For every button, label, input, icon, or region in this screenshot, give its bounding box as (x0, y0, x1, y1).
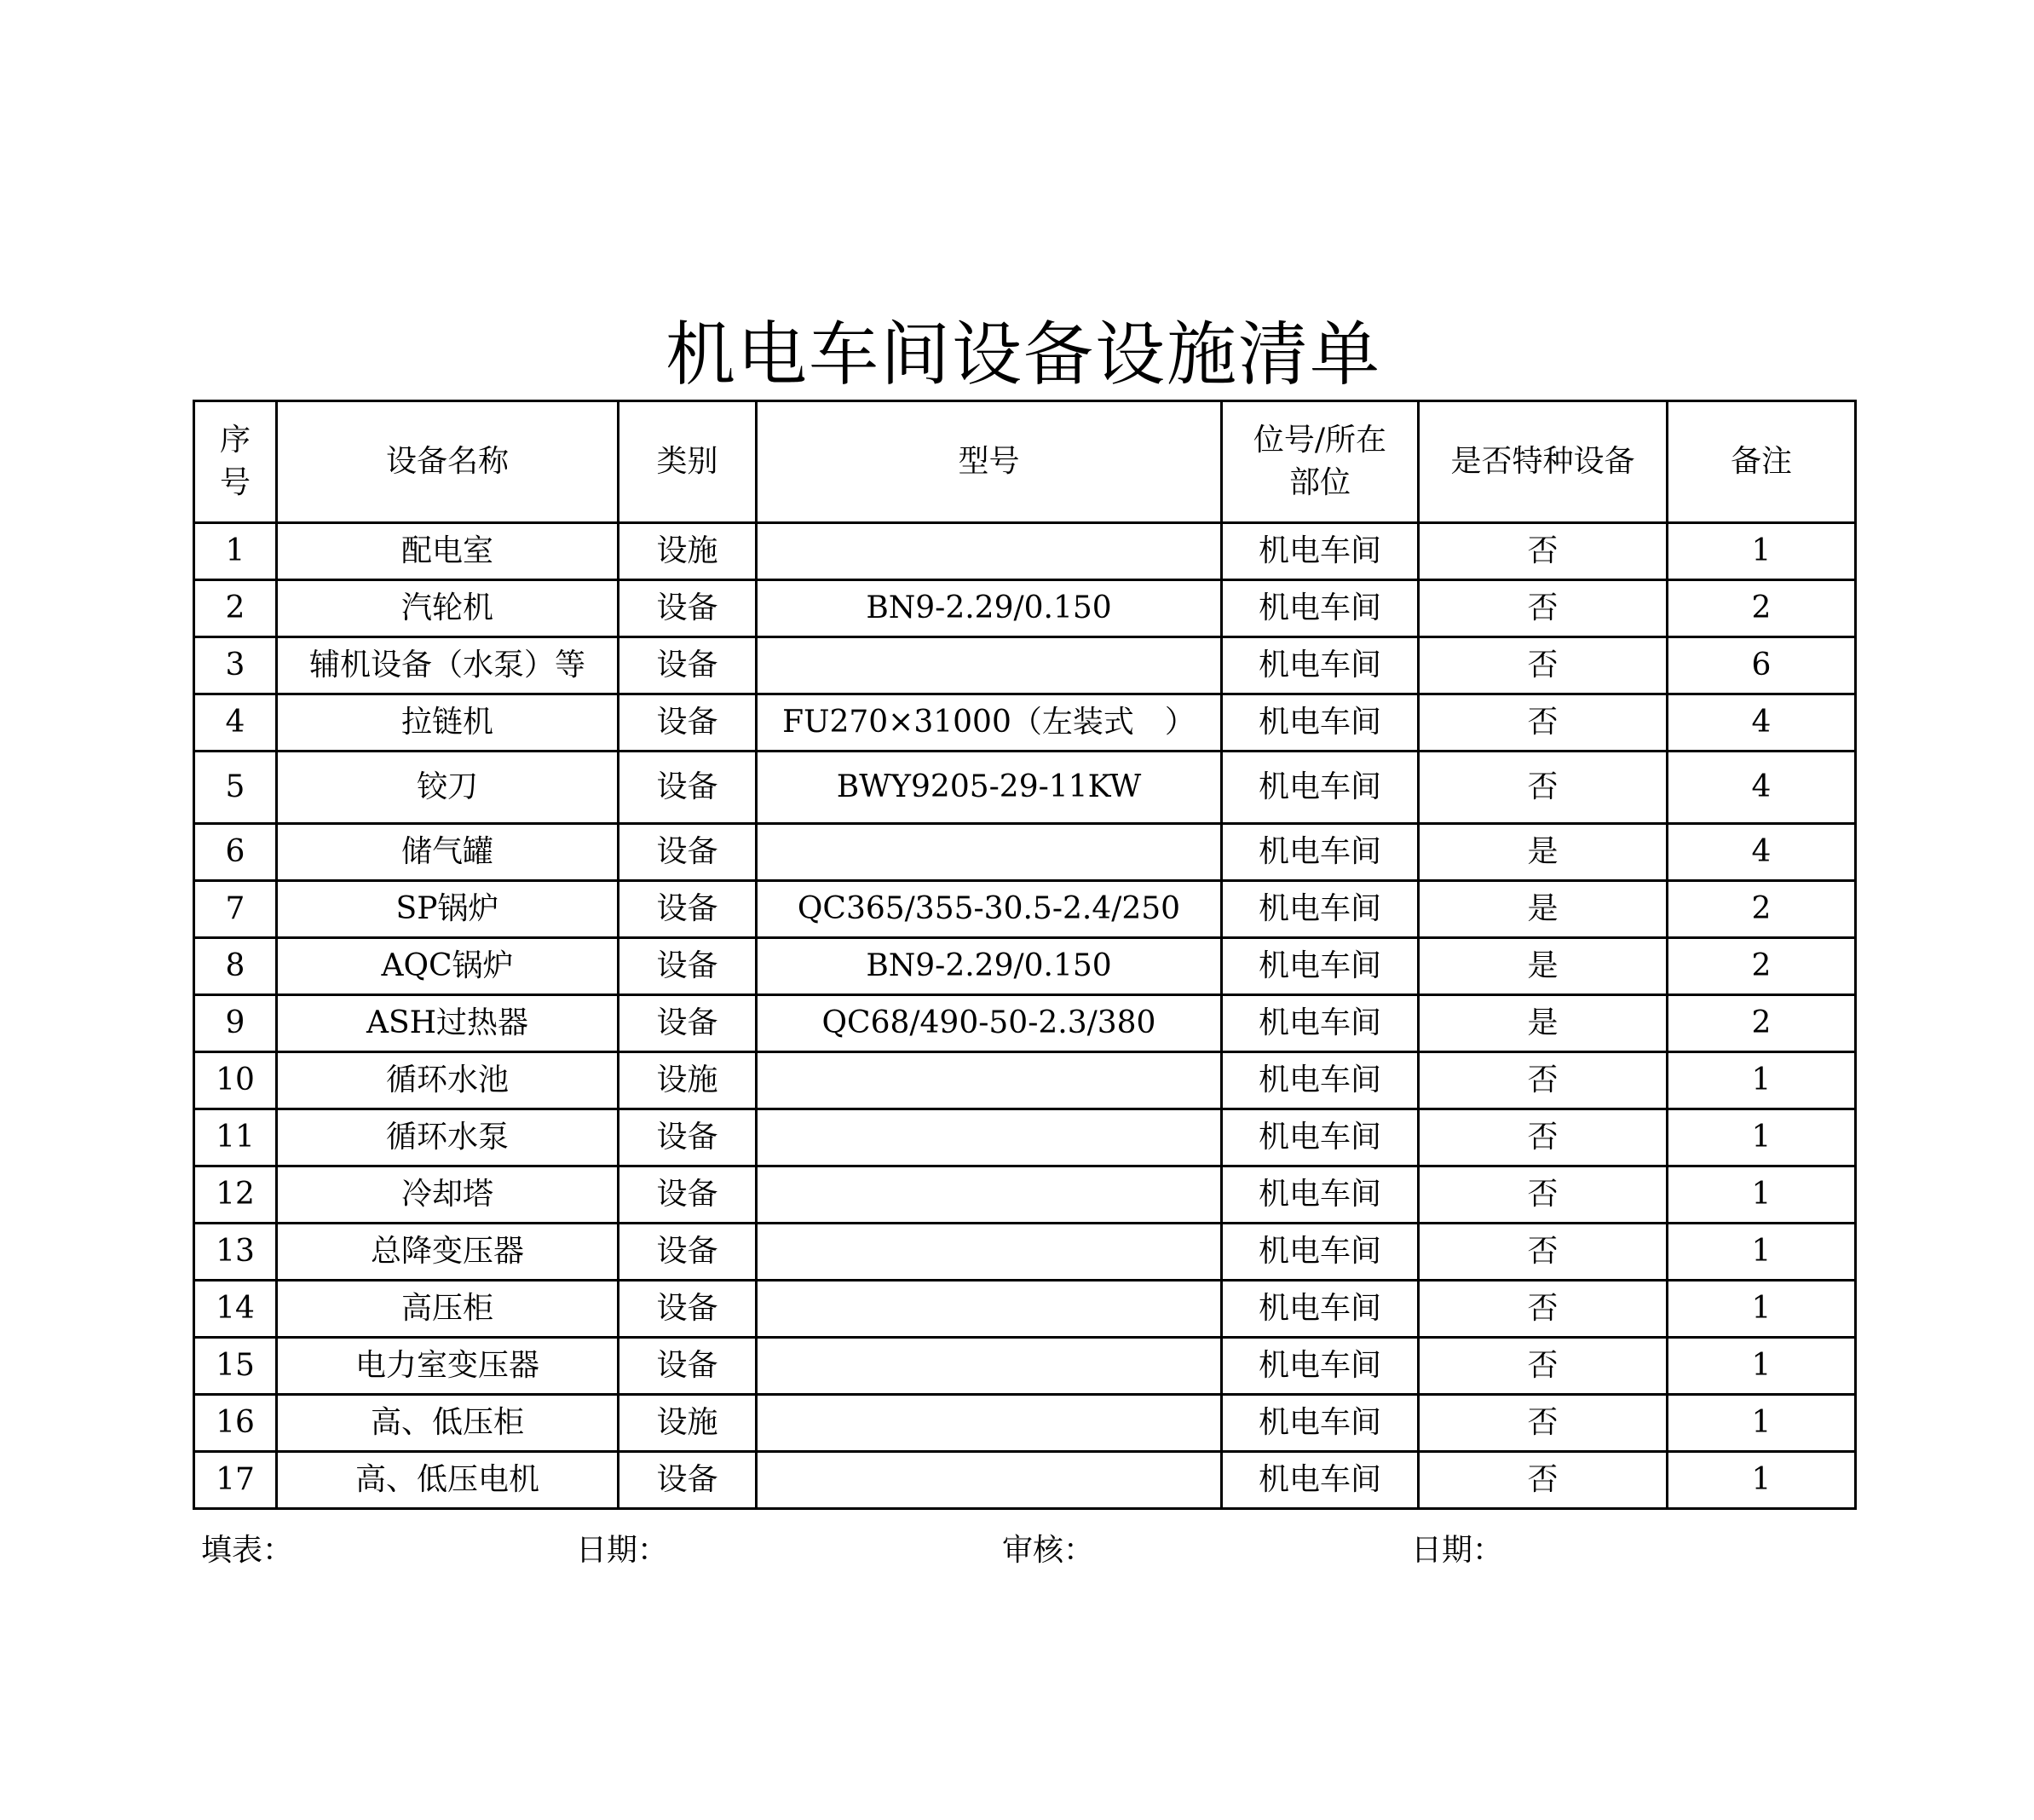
cell-remark: 1 (1668, 1338, 1856, 1395)
cell-remark: 1 (1668, 1109, 1856, 1166)
cell-location: 机电车间 (1222, 752, 1419, 824)
cell-category: 设备 (619, 580, 757, 637)
header-model: 型号 (757, 401, 1222, 523)
cell-remark: 4 (1668, 824, 1856, 881)
cell-remark: 2 (1668, 580, 1856, 637)
cell-category: 设施 (619, 1052, 757, 1109)
cell-name: 循环水泵 (277, 1109, 619, 1166)
cell-special: 是 (1419, 995, 1668, 1052)
cell-model: BN9-2.29/0.150 (757, 938, 1222, 995)
cell-category: 设施 (619, 523, 757, 580)
cell-name: 高、低压柜 (277, 1395, 619, 1452)
cell-category: 设备 (619, 881, 757, 938)
cell-remark: 2 (1668, 995, 1856, 1052)
cell-model (757, 1395, 1222, 1452)
header-name: 设备名称 (277, 401, 619, 523)
cell-location: 机电车间 (1222, 1338, 1419, 1395)
cell-category: 设备 (619, 938, 757, 995)
cell-special: 否 (1419, 637, 1668, 694)
cell-location: 机电车间 (1222, 1281, 1419, 1338)
cell-special: 否 (1419, 1052, 1668, 1109)
cell-special: 是 (1419, 938, 1668, 995)
cell-seq: 6 (194, 824, 277, 881)
cell-model (757, 1338, 1222, 1395)
footer-date-2: 日期： (1411, 1533, 1504, 1568)
cell-special: 否 (1419, 1395, 1668, 1452)
cell-category: 设备 (619, 1166, 757, 1224)
cell-location: 机电车间 (1222, 580, 1419, 637)
cell-remark: 1 (1668, 1224, 1856, 1281)
cell-special: 否 (1419, 1452, 1668, 1509)
cell-seq: 8 (194, 938, 277, 995)
footer-date-1: 日期： (576, 1533, 669, 1568)
cell-location: 机电车间 (1222, 694, 1419, 752)
cell-model (757, 1452, 1222, 1509)
cell-category: 设备 (619, 1338, 757, 1395)
cell-category: 设施 (619, 1395, 757, 1452)
cell-special: 否 (1419, 1109, 1668, 1166)
header-row (194, 401, 1856, 523)
cell-location: 机电车间 (1222, 523, 1419, 580)
cell-category: 设备 (619, 1224, 757, 1281)
cell-location: 机电车间 (1222, 1109, 1419, 1166)
cell-name: 汽轮机 (277, 580, 619, 637)
cell-special: 否 (1419, 694, 1668, 752)
cell-category: 设备 (619, 694, 757, 752)
table-row (194, 694, 1856, 752)
header-special: 是否特种设备 (1419, 401, 1668, 523)
cell-location: 机电车间 (1222, 1166, 1419, 1224)
cell-remark: 6 (1668, 637, 1856, 694)
table-row (194, 1166, 1856, 1224)
table-row (194, 1281, 1856, 1338)
cell-category: 设备 (619, 637, 757, 694)
table-row (194, 1395, 1856, 1452)
cell-name: 总降变压器 (277, 1224, 619, 1281)
cell-location: 机电车间 (1222, 1395, 1419, 1452)
cell-special: 否 (1419, 752, 1668, 824)
cell-name: 高、低压电机 (277, 1452, 619, 1509)
cell-remark: 4 (1668, 752, 1856, 824)
cell-name: AQC锅炉 (277, 938, 619, 995)
cell-special: 否 (1419, 1281, 1668, 1338)
cell-remark: 1 (1668, 1395, 1856, 1452)
table-row (194, 637, 1856, 694)
cell-seq: 12 (194, 1166, 277, 1224)
cell-remark: 1 (1668, 1052, 1856, 1109)
table-body (194, 523, 1856, 1509)
cell-seq: 4 (194, 694, 277, 752)
cell-location: 机电车间 (1222, 1452, 1419, 1509)
footer-reviewed-by: 审核： (1002, 1533, 1095, 1568)
table-row (194, 523, 1856, 580)
cell-model (757, 1281, 1222, 1338)
cell-name: ASH过热器 (277, 995, 619, 1052)
cell-model: BN9-2.29/0.150 (757, 580, 1222, 637)
cell-remark: 2 (1668, 938, 1856, 995)
cell-model (757, 1109, 1222, 1166)
cell-location: 机电车间 (1222, 824, 1419, 881)
header-seq: 序号 (194, 401, 277, 523)
cell-location: 机电车间 (1222, 1224, 1419, 1281)
cell-remark: 1 (1668, 523, 1856, 580)
cell-seq: 14 (194, 1281, 277, 1338)
cell-name: 配电室 (277, 523, 619, 580)
cell-seq: 7 (194, 881, 277, 938)
cell-location: 机电车间 (1222, 938, 1419, 995)
cell-name: 高压柜 (277, 1281, 619, 1338)
header-remark: 备注 (1668, 401, 1856, 523)
cell-name: 电力室变压器 (277, 1338, 619, 1395)
cell-model: QC365/355-30.5-2.4/250 (757, 881, 1222, 938)
cell-seq: 17 (194, 1452, 277, 1509)
cell-special: 否 (1419, 523, 1668, 580)
cell-location: 机电车间 (1222, 881, 1419, 938)
table-row (194, 1452, 1856, 1509)
cell-location: 机电车间 (1222, 637, 1419, 694)
cell-seq: 1 (194, 523, 277, 580)
cell-special: 否 (1419, 580, 1668, 637)
cell-seq: 15 (194, 1338, 277, 1395)
cell-special: 否 (1419, 1166, 1668, 1224)
cell-special: 否 (1419, 1224, 1668, 1281)
cell-special: 否 (1419, 1338, 1668, 1395)
cell-model: QC68/490-50-2.3/380 (757, 995, 1222, 1052)
cell-seq: 3 (194, 637, 277, 694)
cell-category: 设备 (619, 1281, 757, 1338)
cell-location: 机电车间 (1222, 1052, 1419, 1109)
cell-name: 铰刀 (277, 752, 619, 824)
table-row (194, 1052, 1856, 1109)
cell-remark: 2 (1668, 881, 1856, 938)
cell-name: 储气罐 (277, 824, 619, 881)
table-row (194, 1224, 1856, 1281)
cell-seq: 11 (194, 1109, 277, 1166)
cell-model: FU270×31000（左装式 ） (757, 694, 1222, 752)
cell-name: SP锅炉 (277, 881, 619, 938)
table-row (194, 580, 1856, 637)
cell-model (757, 824, 1222, 881)
cell-model (757, 637, 1222, 694)
header-location: 位号/所在部位 (1222, 401, 1419, 523)
table-row (194, 1109, 1856, 1166)
cell-remark: 1 (1668, 1452, 1856, 1509)
cell-model (757, 523, 1222, 580)
cell-name: 循环水池 (277, 1052, 619, 1109)
header-category: 类别 (619, 401, 757, 523)
cell-name: 辅机设备（水泵）等 (277, 637, 619, 694)
cell-category: 设备 (619, 1452, 757, 1509)
cell-seq: 5 (194, 752, 277, 824)
cell-seq: 16 (194, 1395, 277, 1452)
cell-remark: 1 (1668, 1166, 1856, 1224)
cell-category: 设备 (619, 1109, 757, 1166)
cell-model: BWY9205-29-11KW (757, 752, 1222, 824)
cell-remark: 4 (1668, 694, 1856, 752)
cell-special: 是 (1419, 881, 1668, 938)
cell-location: 机电车间 (1222, 995, 1419, 1052)
cell-model (757, 1224, 1222, 1281)
cell-seq: 13 (194, 1224, 277, 1281)
cell-remark: 1 (1668, 1281, 1856, 1338)
equipment-table (193, 400, 1857, 1510)
cell-category: 设备 (619, 995, 757, 1052)
cell-name: 冷却塔 (277, 1166, 619, 1224)
document-title: 机电车间设备设施清单 (665, 314, 1381, 395)
cell-category: 设备 (619, 752, 757, 824)
table-row (194, 824, 1856, 881)
cell-seq: 2 (194, 580, 277, 637)
table-row (194, 938, 1856, 995)
cell-model (757, 1052, 1222, 1109)
cell-special: 是 (1419, 824, 1668, 881)
table-row (194, 995, 1856, 1052)
table-row (194, 881, 1856, 938)
cell-seq: 9 (194, 995, 277, 1052)
cell-category: 设备 (619, 824, 757, 881)
cell-model (757, 1166, 1222, 1224)
cell-name: 拉链机 (277, 694, 619, 752)
footer-filled-by: 填表： (201, 1533, 294, 1568)
table-row (194, 752, 1856, 824)
cell-seq: 10 (194, 1052, 277, 1109)
table-row (194, 1338, 1856, 1395)
